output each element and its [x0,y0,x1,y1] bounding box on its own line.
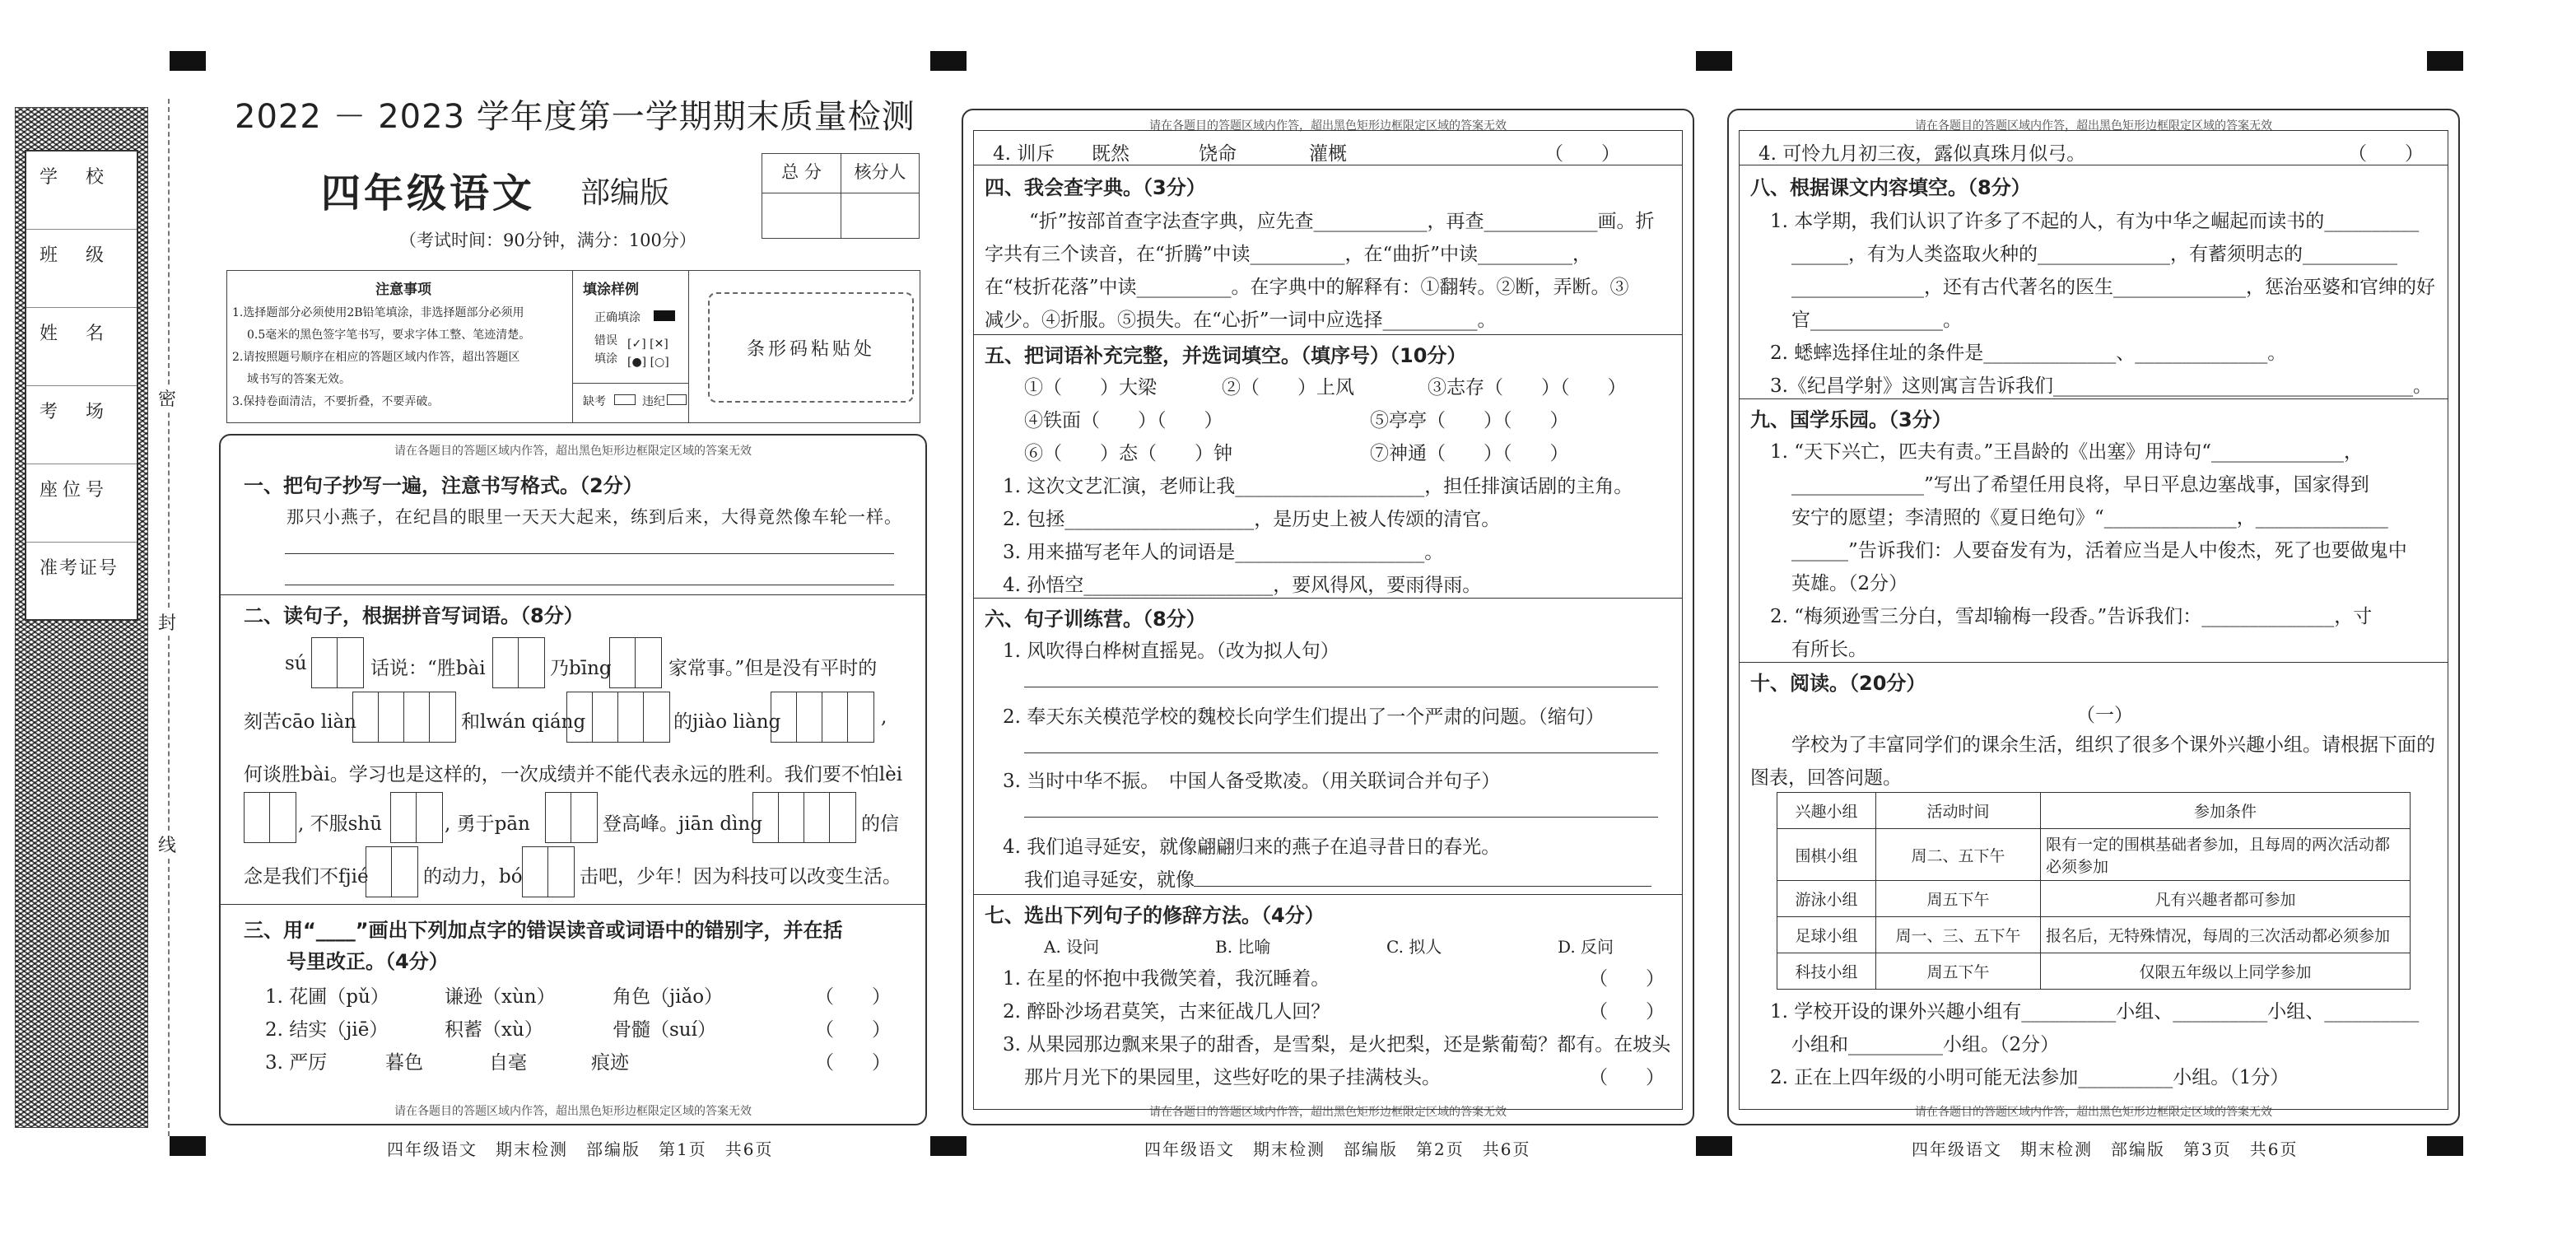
edition-label: 部编版 [580,176,670,210]
total-score-label: 总 分 [762,154,841,193]
fill-line[interactable]: 2. 正在上四年级的小明可能无法参加__________小组。（1分） [1770,1067,2290,1088]
question-4-line: 字共有三个读音，在“折腾”中读__________，在“曲折”中读__________， [985,244,1592,265]
pinyin-text: , 不服shū [298,813,383,835]
answer-line[interactable] [1194,886,1651,887]
fill-line[interactable]: 1. “天下兴亡，匹夫有责。”王昌龄的《出塞》用诗句“______________， [1770,441,2364,463]
activity-table [1777,792,2411,990]
fill-line[interactable]: 3.《纪昌学射》这则寓言告诉我们______________________________________。 [1770,375,2432,397]
answer-area-notice: 请在各题目的答题区域内作答，超出黑色矩形边框限定区域的答案无效 [1915,1106,2272,1119]
answer-bracket[interactable]: （ ） [815,1052,891,1074]
char-grid[interactable] [771,692,874,743]
cell: 报名后，无特殊情况，每周的三次活动都必须参加 [2041,917,2411,953]
table-header [1777,793,2411,829]
char-grid[interactable] [566,692,670,743]
question-4-line: 减少。④折服。⑤损失。在“心折”一词中应选择__________。 [985,310,1497,331]
reading-section: （一） [2076,705,2133,726]
item: 自毫 [489,1052,527,1074]
sentence-text: 家常事。”但是没有平时的 [668,658,878,679]
fill-item[interactable]: 1. 这次文艺汇演，老师让我____________________，担任排演话剧的主角。 [1003,476,1633,497]
registration-mark [170,1136,206,1156]
option: B. 比喻 [1215,937,1271,957]
sentence-text: 击吧，少年！因为科技可以改变生活。 [580,866,901,888]
idiom-blank[interactable]: ①（ ）大梁 [1024,377,1157,398]
char-grid[interactable] [352,692,456,743]
idiom-blank[interactable]: ③志存（ ）（ ） [1428,377,1627,398]
answer-bracket[interactable]: （ ） [815,1019,891,1041]
fill-line[interactable]: ______，有为人类盗取火种的______________，有蓄须明志的__________ [1791,244,2397,265]
column-header: 兴趣小组 [1777,793,1876,829]
answer-bracket[interactable]: （ ） [1589,1067,1665,1088]
question-4-line: 在“枝折花落”中读__________。在字典中的解释有：①翻转。②断，弄断。③ [985,277,1629,298]
answer-line[interactable] [1024,817,1658,818]
pinyin-text: 的动力，bó [423,866,523,888]
pinyin-text: 登高峰。jiān dìng [603,813,762,835]
field-room: 考 场 [40,402,109,422]
cell: 仅限五年级以上同学参加 [2041,953,2411,990]
char-grid[interactable] [545,792,598,843]
idiom-blank[interactable]: ⑥（ ）态（ ）钟 [1024,443,1232,464]
answer-bracket[interactable]: （ ） [1589,1001,1665,1023]
notice-item: 3.保持卷面清洁，不要折叠，不要弄破。 [232,395,440,408]
copy-source-text: 那只小燕子，在纪昌的眼里一天天大起来，练到后来，大得竟然像车轮一样。 [286,507,902,527]
question-8-heading: 八、根据课文内容填空。（8分） [1750,176,2031,199]
cell: 限有一定的围棋基础者参加，且每周的两次活动都必须参加 [2041,829,2411,881]
cell: 科技小组 [1777,953,1876,990]
pinyin-text: 乃bīng [550,658,612,679]
student-info-box [25,150,138,621]
pinyin-text: , 勇于pān [445,813,530,835]
char-grid[interactable] [752,792,856,843]
fill-line: 英雄。（2分） [1791,573,1908,594]
notice-item: 1.选择题部分必须使用2B铅笔填涂，非选择题部分必须用 [232,306,524,319]
violation-box[interactable] [667,394,687,405]
reviewer-label: 核分人 [841,154,919,193]
reading-intro: 学校为了丰富同学们的课余生活，组织了很多个课外兴趣小组。请根据下面的 [1791,734,2435,756]
table-row [1777,953,2411,990]
item: 暮色 [385,1052,423,1074]
rhetoric-item-cont: 那片月光下的果园里，这些好吃的果子挂满枝头。 [1024,1067,1441,1088]
registration-mark [170,51,206,71]
sentence-task: 4. 我们追寻延安，就像翩翩归来的燕子在追寻昔日的春光。 [1003,836,1501,858]
absent-label: 缺考 [583,395,606,408]
seal-word: 封 [158,609,176,635]
answer-bracket[interactable]: （ ） [1544,143,1620,165]
pinyin-text: 的jiào liàng [673,711,781,733]
score-box [762,153,920,239]
option: C. 拟人 [1386,937,1442,957]
page-footer: 四年级语文 期末检测 部编版 第3页 共6页 [1912,1139,2299,1159]
registration-mark [1696,1136,1732,1156]
pinyin-text: sú [285,653,307,674]
field-exam-id: 准考证号 [40,558,119,579]
barcode-area: 条形码粘贴处 [708,292,914,403]
answer-area-notice: 请在各题目的答题区域内作答，超出黑色矩形边框限定区域的答案无效 [394,445,752,458]
field-class: 班 级 [40,245,109,266]
column-header: 参加条件 [2041,793,2411,829]
option: D. 反问 [1558,937,1614,957]
fill-item[interactable]: 4. 孙悟空____________________，要风得风，要雨得雨。 [1003,575,1482,596]
question-3-heading: 三、用“____”画出下列加点字的错误读音或词语中的错别字，并在括 [244,919,843,942]
answer-bracket[interactable]: （ ） [1589,968,1665,990]
item: 4. 可怜九月初三夜，露似真珠月似弓。 [1758,143,2086,165]
answer-area-notice: 请在各题目的答题区域内作答，超出黑色矩形边框限定区域的答案无效 [1149,119,1507,133]
answer-bracket[interactable]: （ ） [815,986,891,1008]
question-3-heading-cont: 号里改正。（4分） [286,950,449,973]
notice-title: 注意事项 [375,282,431,298]
cell: 周二、五下午 [1876,829,2041,881]
item: 2. 结实（jiē） [265,1019,389,1041]
option: A. 设问 [1044,937,1100,957]
fill-line[interactable]: 官______________。 [1791,310,1962,331]
fill-line[interactable]: ______”告诉我们：人要奋发有为，活着应当是人中俊杰，死了也要做鬼中 [1791,540,2407,561]
cell: 周五下午 [1876,881,2041,917]
fill-line[interactable]: 1. 本学期，我们认识了许多了不起的人，有为中华之崛起而读书的__________ [1770,211,2420,232]
answer-bracket[interactable]: （ ） [2348,143,2424,165]
pinyin-text: 刻苦cāo liàn [244,711,356,733]
fill-line[interactable]: 1. 学校开设的课外兴趣小组有__________小组、__________小组、__________ [1770,1001,2420,1023]
idiom-blank[interactable]: ④铁面（ ）（ ） [1024,410,1223,431]
fill-line[interactable]: 2. “梅须逊雪三分白，雪却输梅一段香。”告诉我们：______________，寸 [1770,606,2373,627]
fill-line[interactable]: 安宁的愿望；李清照的《夏日绝句》“______________，______________ [1791,507,2388,529]
pinyin-text: 念是我们不fjié [244,866,369,888]
answer-area-notice: 请在各题目的答题区域内作答，超出黑色矩形边框限定区域的答案无效 [1149,1106,1507,1119]
rhetoric-item: 1. 在星的怀抱中我微笑着，我沉睡着。 [1003,968,1330,990]
cell: 凡有兴趣者都可参加 [2041,881,2411,917]
question-2-heading: 二、读句子，根据拼音写词语。（8分） [244,604,584,627]
reading-intro: 图表，回答问题。 [1750,767,1902,789]
sentence-text: 何谈胜bài。学习也是这样的，一次成绩并不能代表永远的胜利。我们要不怕lèi [244,764,903,785]
question-9-heading: 九、国学乐园。（3分） [1750,408,1952,431]
rhetoric-item: 3. 从果园那边飘来果子的甜香，是雪梨，是火把梨，还是紫葡萄？都有。在坡头 [1003,1034,1671,1055]
field-seat: 座位号 [40,480,109,501]
wrong-label: 错误填涂 [594,334,617,366]
sample-title: 填涂样例 [583,282,639,298]
idiom-blank[interactable]: ⑦神通（ ）（ ） [1370,443,1569,464]
char-grid[interactable] [522,846,575,897]
cell: 周一、三、五下午 [1876,917,2041,953]
fill-item[interactable]: 3. 用来描写老年人的词语是____________________。 [1003,542,1444,563]
rhetoric-item: 2. 醉卧沙场君莫笑，古来征战几人回？ [1003,1001,1330,1023]
item: 骨髓（suí） [613,1019,716,1041]
item: 4. 训斥 [993,143,1055,165]
page-footer: 四年级语文 期末检测 部编版 第2页 共6页 [1144,1139,1531,1159]
fill-line[interactable]: ______________”写出了希望任用良将，早日平息边塞战事，国家得到 [1791,474,2369,496]
sentence-task: 3. 当时中华不振。 中国人备受欺凌。（用关联词合并句子） [1003,771,1501,792]
idiom-blank[interactable]: ⑤亭亭（ ）（ ） [1370,410,1569,431]
cell: 游泳小组 [1777,881,1876,917]
idiom-blank[interactable]: ②（ ）上风 [1222,377,1354,398]
registration-mark [930,1136,967,1156]
fill-line[interactable]: ______________，还有古代著名的医生______________，惩治巫婆和官绅的好 [1791,277,2435,298]
cell: 周五下午 [1876,953,2041,990]
pinyin-text: 和lwán qiáng [461,711,586,733]
column-header: 活动时间 [1876,793,2041,829]
answer-line[interactable] [1024,752,1658,753]
fill-line[interactable]: 2. 蟋蟀选择住址的条件是______________、______________。 [1770,342,2287,364]
exam-title: 2022 － 2023 学年度第一学期期末质量检测 [235,98,915,136]
item: 积蓄（xù） [445,1019,543,1041]
question-4-heading: 四、我会查字典。（3分） [985,176,1206,199]
item: 灌概 [1309,143,1347,165]
correct-label: 正确填涂 [594,311,641,324]
question-4-line: “折”按部首查字法查字典，应先查____________，再查____________画。折 [1029,211,1655,232]
notice-item: 0.5毫米的黑色签字笔书写，要求字体工整、笔迹清楚。 [247,328,531,342]
wrong-samples: [✓] [✕] [●] [○] [627,338,669,369]
field-name: 姓 名 [40,324,109,344]
registration-mark [2427,51,2463,71]
sentence-text: 的信 [861,813,899,835]
item: 谦逊（xùn） [445,986,556,1008]
cell: 围棋小组 [1777,829,1876,881]
table-row [1777,829,2411,881]
answer-area-notice: 请在各题目的答题区域内作答，超出黑色矩形边框限定区域的答案无效 [1915,119,2272,133]
char-grid[interactable] [390,792,443,843]
question-10-heading: 十、阅读。（20分） [1750,672,1926,695]
sentence-task: 1. 风吹得白桦树直摇晃。（改为拟人句） [1003,641,1339,662]
char-grid[interactable] [311,637,364,688]
fill-line[interactable]: 小组和__________小组。（2分） [1791,1034,2060,1055]
registration-mark [1696,51,1732,71]
subject-title: 四年级语文 [321,170,536,217]
question-6-heading: 六、句子训练营。（8分） [985,608,1206,631]
question-1-heading: 一、把句子抄写一遍，注意书写格式。（2分） [244,474,643,497]
item: 痕迹 [591,1052,629,1074]
item: 既然 [1092,143,1130,165]
notice-item: 2.请按照题号顺序在相应的答题区域内作答，超出答题区 [232,351,520,364]
question-7-heading: 七、选出下列句子的修辞方法。（4分） [985,904,1325,927]
page-footer: 四年级语文 期末检测 部编版 第1页 共6页 [387,1139,774,1159]
pinyin-text: 话说：“胜bài [370,658,486,679]
copy-line[interactable] [285,553,894,554]
item: 饶命 [1199,143,1237,165]
notice-item: 域书写的答案无效。 [247,373,351,386]
item: 3. 严厉 [265,1052,328,1074]
seal-word: 密 [158,385,176,411]
violation-label: 违纪 [642,395,665,408]
fill-line: 有所长。 [1791,639,1867,660]
fill-item[interactable]: 2. 包拯____________________，是历史上被人传颂的清官。 [1003,509,1501,530]
absent-box[interactable] [614,394,636,405]
cell: 足球小组 [1777,917,1876,953]
filled-sample [654,310,675,321]
char-grid[interactable] [366,846,418,897]
char-grid[interactable] [244,792,296,843]
registration-mark [2427,1136,2463,1156]
answer-area-notice: 请在各题目的答题区域内作答，超出黑色矩形边框限定区域的答案无效 [394,1105,752,1118]
char-grid[interactable] [492,637,545,688]
field-school: 学 校 [40,167,109,188]
item: 角色（jiǎo） [613,986,724,1008]
exam-info: （考试时间：90分钟，满分：100分） [399,231,696,250]
item: 1. 花圃（pǔ） [265,986,389,1008]
seal-word: 线 [158,832,176,857]
char-grid[interactable] [609,637,662,688]
sentence-prefix: 我们追寻延安，就像 [1024,869,1195,891]
question-5-heading: 五、把词语补充完整，并选词填空。（填序号）（10分） [985,344,1467,367]
table-row [1777,917,2411,953]
registration-mark [930,51,967,71]
sentence-task: 2. 奉天东关模范学校的魏校长向学生们提出了一个严肃的问题。（缩句） [1003,706,1605,728]
sentence-text: , [881,706,887,728]
table-row [1777,881,2411,917]
